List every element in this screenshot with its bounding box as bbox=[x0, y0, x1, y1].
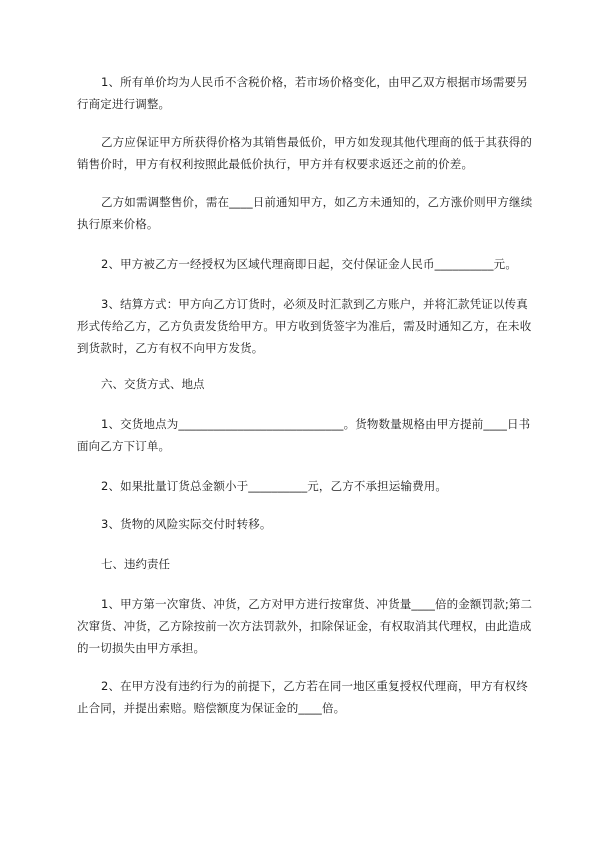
section-heading-breach: 七、违约责任 bbox=[101, 557, 170, 571]
clause-duplicate-authorization: 2、在甲方没有违约行为的前提下，乙方若在同一地区重复授权代理商，甲方有权终止合同，并提出索赔。赔偿额度为保证金的____倍。 bbox=[77, 679, 528, 715]
clause-risk-transfer: 3、货物的风险实际交付时转移。 bbox=[101, 517, 272, 531]
clause-lowest-price: 乙方应保证甲方所获得价格为其销售最低价，甲方如发现其他代理商的低于其获得的销售价时，甲方有权利按照此最低价执行，甲方并有权要求返还之前的价差。 bbox=[77, 135, 533, 171]
clause-price-adjustment: 1、所有单价均为人民币不含税价格，若市场价格变化，由甲乙双方根据市场需要另行商定进行调整。 bbox=[77, 75, 528, 111]
clause-cross-selling-penalty: 1、甲方第一次窜货、冲货，乙方对甲方进行按窜货、冲货量____倍的金额罚款;第二次窜货、冲货，乙方除按前一次方法罚款外，扣除保证金，有权取消其代理权，由此造成的一切损失由甲方承担。 bbox=[77, 597, 533, 655]
clause-delivery-location: 1、交货地点为____________________________。货物数量规格由甲方提前____日书面向乙方下订单。 bbox=[77, 417, 531, 453]
clause-price-change-notice: 乙方如需调整售价，需在____日前通知甲方，如乙方未通知的，乙方涨价则甲方继续执行原来价格。 bbox=[77, 195, 533, 231]
clause-deposit: 2、甲方被乙方一经授权为区域代理商即日起，交付保证金人民币__________元。 bbox=[101, 257, 517, 271]
section-heading-delivery: 六、交货方式、地点 bbox=[101, 377, 205, 391]
clause-settlement: 3、结算方式：甲方向乙方订货时，必须及时汇款到乙方账户，并将汇款凭证以传真形式传给乙方，乙方负责发货给甲方。甲方收到货签字为准后，需及时通知乙方，在未收到货款时，乙方有权不向甲方发货。 bbox=[77, 297, 532, 355]
clause-freight: 2、如果批量订货总金额小于__________元，乙方不承担运输费用。 bbox=[101, 479, 448, 493]
